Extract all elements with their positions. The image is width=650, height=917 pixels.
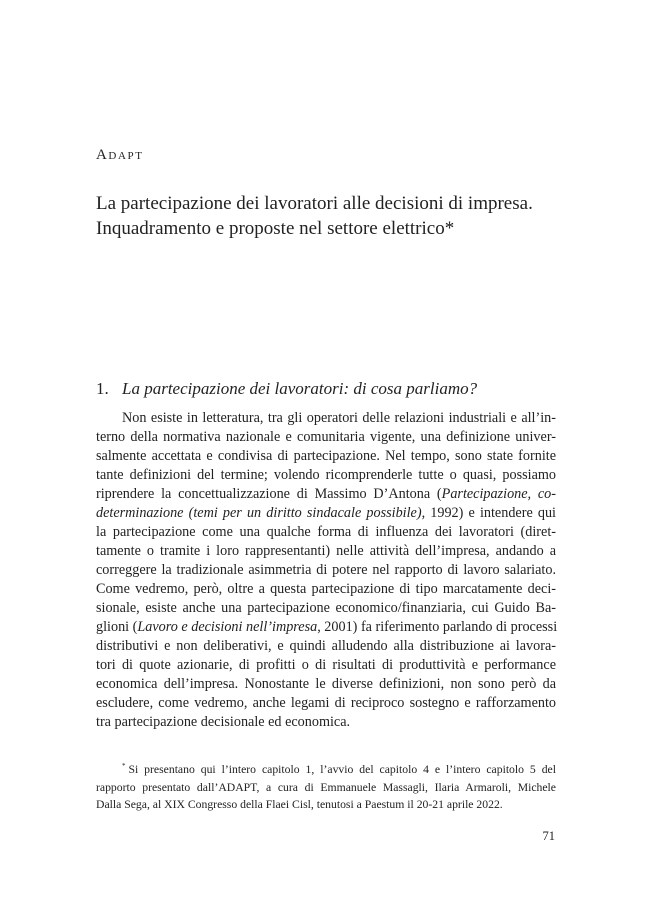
body-paragraph [96,409,556,732]
text-line: la partecipazione come una qualche forma di influenza dei lavoratori (diret- [96,524,556,540]
footnote-line: * Si presentano qui l’intero capitolo 1, l’avvio del capitolo 4 e l’intero capitolo 5 del [122,762,556,776]
text-line: determinazione (temi per un diritto sindacale possibile), 1992) e intendere qui [96,505,557,521]
section-title: La partecipazione dei lavoratori: di cosa parliamo? [122,379,478,398]
citation-title: Partecipazione, co- [441,486,557,502]
chapter-title [96,191,566,241]
chapter-title-line: Inquadramento e proposte nel settore elettrico* [96,218,455,239]
section-number: 1. [96,379,109,398]
text-line: correggere la tradizionale asimmetria di potere nel rapporto di lavoro salariato. [96,562,556,578]
text-line: distributivi e non deliberativi, e quindi alludendo alla distribuzione ai lavora- [96,638,556,654]
text-line: tra partecipazione decisionale ed economica. [96,714,351,730]
text-line: economica dell’impresa. Nonostante le diverse definizioni, non sono però da [96,676,556,692]
chapter-author: Adapt [96,147,144,163]
text-line: tante definizioni del termine; volendo ricomprenderle tutte o quasi, possiamo [96,467,556,483]
text-line: tori di quote azionarie, di profitti o di risultati di produttività e performance [96,657,556,673]
citation-title: determinazione (temi per un diritto sindacale possibile) [96,505,422,521]
text-line: sionale, esiste anche una partecipazione economico/finanziaria, cui Guido Ba- [96,600,556,616]
text-line: tamente o tramite i loro rappresentanti) nelle attività dell’impresa, andando a [96,543,556,559]
footnote-line: Dalla Sega, al XIX Congresso della Flaei Cisl, tenutosi a Paestum il 20-21 aprile 2022. [96,798,503,811]
text-line: riprendere la concettualizzazione di Massimo D’Antona (Partecipazione, co- [96,486,557,502]
section-heading [96,378,556,400]
text-line: terno della normativa nazionale e comunitaria vigente, una definizione univer- [96,429,556,445]
text-line: escludere, come vedremo, anche legami di reciproco sostegno e rafforzamento [96,695,556,711]
text-line: Non esiste in letteratura, tra gli operatori delle relazioni industriali e all’in- [122,410,556,426]
chapter-title-line: La partecipazione dei lavoratori alle decisioni di impresa. [96,193,533,214]
footnote-marker: * [122,762,126,770]
footnote-line: rapporto presentato dall’ADAPT, a cura di Emmanuele Massagli, Ilaria Armaroli, Michele [96,780,556,794]
footnote [96,758,556,814]
text-line: glioni (Lavoro e decisioni nell’impresa, 2001) fa riferimento parlando di processi [96,619,558,635]
text-line: salmente accettata e condivisa di partecipazione. Nel tempo, sono state fornite [96,448,556,464]
page-number: 71 [542,829,555,843]
text-line: Come vedremo, però, oltre a questa partecipazione di tipo marcatamente deci- [96,581,556,597]
citation-title: Lavoro e decisioni nell’impresa [137,619,318,635]
